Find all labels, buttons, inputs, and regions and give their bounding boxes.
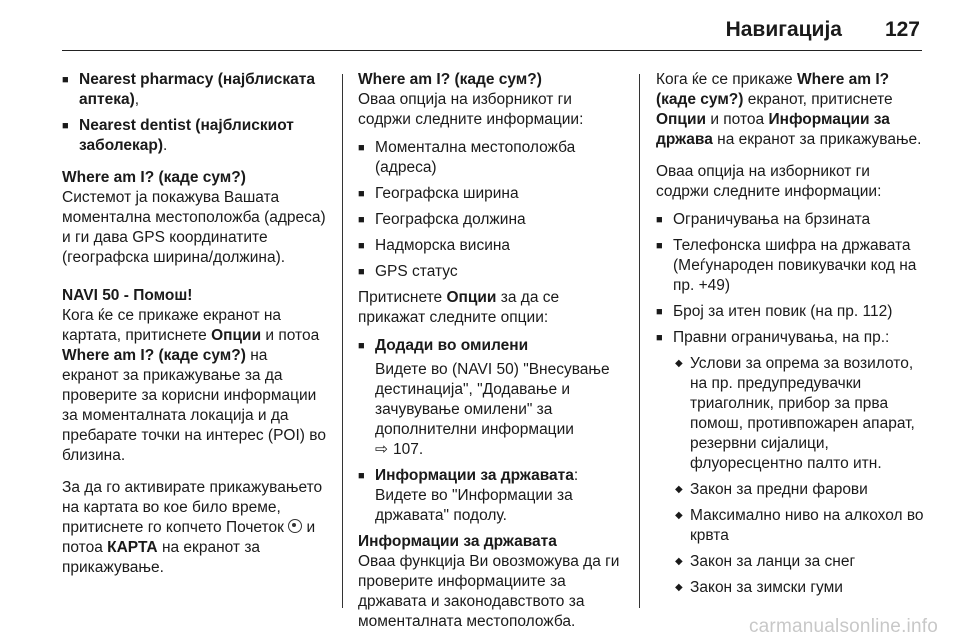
sub-list-item: ◆ Закон за зимски гуми (673, 578, 926, 598)
list-item: ■ Nearest dentist (најблискиот заболекар). (62, 116, 326, 156)
list-item: ■ Телефонска шифра на државата (Меѓународен повикувачки код на пр. +49) (656, 236, 926, 296)
paragraph: За да го активирате прикажувањето на картата во кое било време, притиснете го копчето Почеток и потоа КАРТА на екранот за прикажување. (62, 479, 323, 576)
page-reference: ⇨ 107. (375, 440, 423, 460)
list-item: ■ Моментална местоположба (адреса) (358, 138, 624, 178)
paragraph: Оваа опција на изборникот ги содржи следните информации: (358, 91, 584, 128)
header-rule (62, 50, 922, 51)
paragraph: Притиснете Опции за да се прикажат следните опции: (358, 289, 560, 326)
sub-list-item: ◆ Закон за ланци за снег (673, 552, 926, 572)
list-item: ■ Додади во омилени Видете во (NAVI 50) "Внесување дестинација", "Додавање и зачувување омилени" за дополнителни информации ⇨ 107. (358, 336, 624, 460)
column-middle (358, 70, 624, 644)
sub-list-item: ◆ Максимално ниво на алкохол во крвта (673, 506, 926, 546)
list-item: ■ GPS статус (358, 262, 624, 282)
list-item: ■ Ограничувања на брзината (656, 210, 926, 230)
watermark: carmanualsonline.info (748, 616, 938, 637)
page-number: 127 (884, 18, 920, 41)
section-heading: Where am I? (каде сум?) (358, 71, 542, 88)
paragraph: Кога ќе се прикаже екранот на картата, притиснете Опции и потоа Where am I? (каде сум?) на екранот за прикажување за да проверите за корисни информации за моменталната локација и да пребарате точки на интерес (POI) во близина. (62, 307, 326, 464)
list-item: ■ Надморска висина (358, 236, 624, 256)
sub-list-item: ◆ Закон за предни фарови (673, 480, 926, 500)
page-title: Навигација (725, 18, 842, 41)
paragraph: Системот ја покажува Вашата моментална местоположба (адреса) и ги дава GPS координатите (географска ширина/должина). (62, 189, 326, 266)
home-icon (288, 519, 302, 533)
section-heading: Where am I? (каде сум?) (62, 169, 246, 186)
sub-list (673, 354, 926, 598)
list-item: ■ Географска ширина (358, 184, 624, 204)
bullet-list (62, 70, 326, 156)
bullet-list (358, 336, 624, 526)
paragraph: Оваа функција Ви овозможува да ги проверите информациите за државата и законодавството за моменталната местоположба. (358, 553, 620, 630)
section-heading: NAVI 50 - Помош! (62, 287, 193, 304)
column-divider (342, 74, 343, 608)
column-divider (639, 74, 640, 608)
column-right (656, 70, 926, 610)
list-item: ■ Географска должина (358, 210, 624, 230)
section-heading: Информации за државата (358, 533, 557, 550)
list-item: ■ Број за итен повик (на пр. 112) (656, 302, 926, 322)
sub-list-item: ◆ Услови за опрема за возилото, на пр. предупредувачки триаголник, прибор за прва помош, противпожарен апарат, резервни сијалици, флуоресцентно палто итн. (673, 354, 926, 474)
page-header (0, 0, 960, 50)
paragraph: Оваа опција на изборникот ги содржи следните информации: (656, 163, 882, 200)
paragraph: Кога ќе се прикаже Where am I? (каде сум?) екранот, притиснете Опции и потоа Информации за држава на екранот за прикажување. (656, 71, 922, 148)
list-item: ■ Информации за државата: Видете во "Информации за државата" подолу. (358, 466, 624, 526)
bullet-list (656, 210, 926, 598)
list-item: ■ Правни ограничувања, на пр.: ◆ Услови за опрема за возилото, на пр. предупредувачки триаголник, прибор за прва помош, противпожарен апарат, резервни сијалици, флуоресцентно палто итн. ◆ Закон за предни фарови ◆ Максимално ниво на алкохол во крвта ◆ Закон за ланци за снег ◆ Закон за зимски гуми (656, 328, 926, 598)
list-item: ■ Nearest pharmacy (најблиската аптека), (62, 70, 326, 110)
bullet-list (358, 138, 624, 282)
column-left (62, 70, 326, 590)
